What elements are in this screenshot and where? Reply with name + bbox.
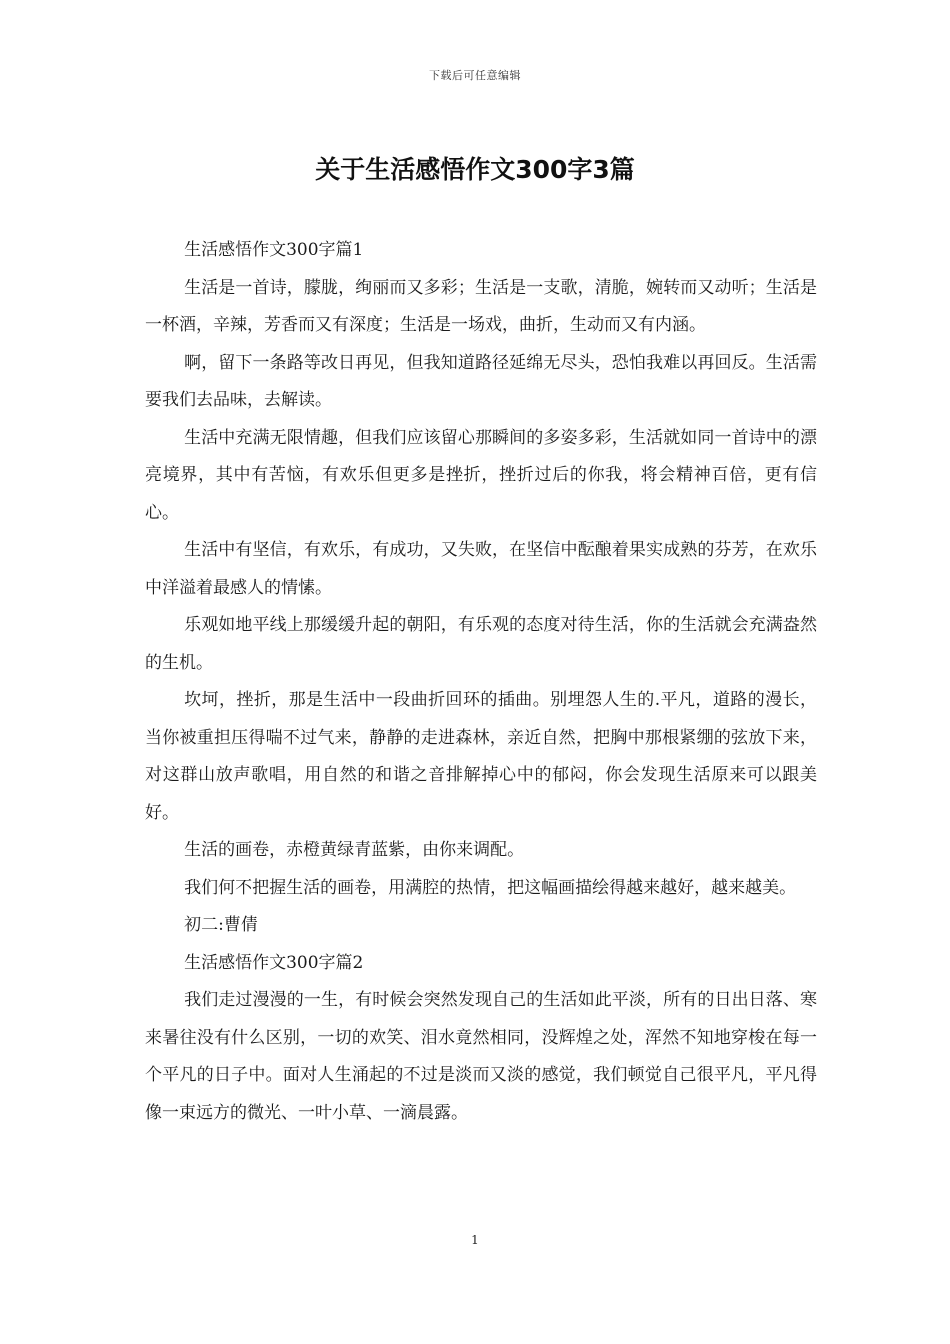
paragraph: 乐观如地平线上那缓缓升起的朝阳，有乐观的态度对待生活，你的生活就会充满盎然的生机。: [145, 615, 817, 673]
paragraph: 我们走过漫漫的一生，有时候会突然发现自己的生活如此平淡，所有的日出日落、寒来暑往没有什么区别，一切的欢笑、泪水竟然相同，没辉煌之处，浑然不知地穿梭在每一个平凡的日子中。面对人生涌起的不过是淡而又淡的感觉，我们顿觉自己很平凡，平凡得像一束远方的微光、一叶小草、一滴晨露。: [145, 990, 817, 1123]
document-title: 关于生活感悟作文300字3篇: [315, 155, 635, 184]
paragraph: 生活的画卷，赤橙黄绿青蓝紫，由你来调配。: [184, 840, 525, 860]
document-body: [145, 232, 817, 1132]
paragraph: 生活是一首诗，朦胧，绚丽而又多彩；生活是一支歌，清脆，婉转而又动听；生活是一杯酒，辛辣，芳香而又有深度；生活是一场戏，曲折，生动而又有内涵。: [145, 277, 817, 335]
page-number: 1: [471, 1233, 479, 1247]
page-header-note: 下载后可任意编辑: [429, 69, 521, 82]
paragraph: 生活中有坚信，有欢乐，有成功，又失败，在坚信中酝酿着果实成熟的芬芳，在欢乐中洋溢着最感人的情愫。: [145, 540, 817, 598]
paragraph: 生活中充满无限情趣，但我们应该留心那瞬间的多姿多彩，生活就如同一首诗中的漂亮境界，其中有苦恼，有欢乐但更多是挫折，挫折过后的你我，将会精神百倍，更有信心。: [145, 427, 817, 523]
section-heading-1: 生活感悟作文300字篇1: [184, 240, 364, 260]
paragraph: 坎坷，挫折，那是生活中一段曲折回环的插曲。别埋怨人生的.平凡，道路的漫长，当你被重担压得喘不过气来，静静的走进森林，亲近自然，把胸中那根紧绷的弦放下来，对这群山放声歌唱，用自然的和谐之音排解掉心中的郁闷，你会发现生活原来可以跟美好。: [145, 690, 817, 823]
author-line: 初二:曹倩: [184, 915, 258, 935]
paragraph: 我们何不把握生活的画卷，用满腔的热情，把这幅画描绘得越来越好，越来越美。: [184, 877, 797, 898]
paragraph: 啊，留下一条路等改日再见，但我知道路径延绵无尽头，恐怕我难以再回反。生活需要我们去品味，去解读。: [145, 352, 817, 410]
section-heading-2: 生活感悟作文300字篇2: [184, 952, 364, 973]
